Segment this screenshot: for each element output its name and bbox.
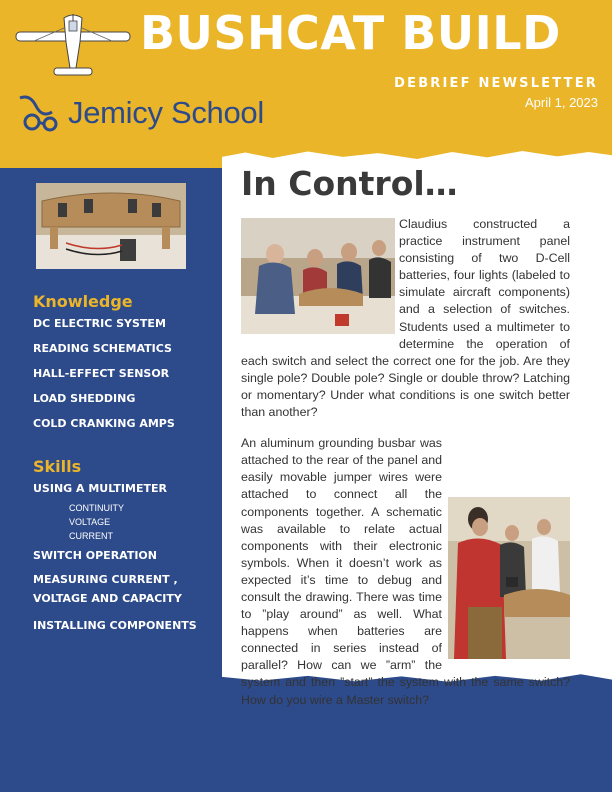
knowledge-item: COLD CRANKING AMPS (33, 417, 175, 430)
school-name: Jemicy School (68, 95, 264, 130)
knowledge-heading: Knowledge (33, 292, 133, 311)
students-wiring-photo (448, 497, 570, 659)
article-paragraph-1-text: Claudius constructed a practice instrument panel consisting of two D-Cell batteries, four lights (labeled to simulate aircraft components) and a selection of switches. Students used a multimeter to determine the operation of each switch and select the correct one for the job. Are they single pole? Double pole? Single or double throw? Latching or momentary? Under what conditions is one switch better than another? (241, 217, 570, 420)
newsletter-header (0, 0, 612, 168)
knowledge-item: LOAD SHEDDING (33, 392, 136, 405)
newsletter-subtitle: DEBRIEF NEWSLETTER (394, 76, 598, 91)
knowledge-item: HALL-EFFECT SENSOR (33, 367, 170, 380)
skill-subitem: VOLTAGE (69, 517, 111, 527)
skill-subitem: CURRENT (69, 531, 113, 541)
instrument-panel-photo (36, 183, 186, 269)
skills-heading: Skills (33, 457, 82, 476)
skill-item: INSTALLING COMPONENTS (33, 619, 197, 632)
article-heading: In Control… (241, 164, 458, 203)
school-logo-icon (16, 92, 64, 134)
skill-item: MEASURING CURRENT , VOLTAGE AND CAPACITY (33, 573, 182, 605)
skill-subitem: CONTINUITY (69, 503, 124, 513)
newsletter-title: BUSHCAT BUILD (140, 6, 561, 60)
article-paragraph-2 (241, 435, 570, 709)
article-paragraph-2-text: An aluminum grounding busbar was attached to the rear of the panel and easily movable jumper wires were attached to connect all the components together. A schematic was available to relate actual components with their electronic symbols. When it doesn’t work as expected it’s time to debug and consult the drawing. There was time to ”play around” as well. What happens when batteries are connected in series instead of parallel? How can we ”arm” the system and then ”start” the system with the same switch? How do you wire a Master switch? (241, 436, 570, 707)
skill-item: USING A MULTIMETER (33, 482, 167, 495)
knowledge-item: DC ELECTRIC SYSTEM (33, 317, 166, 330)
article-body (241, 216, 570, 718)
sidebar (33, 292, 213, 644)
article-paragraph-1 (241, 216, 570, 421)
issue-date: April 1, 2023 (525, 95, 598, 110)
airplane-icon (14, 12, 132, 84)
skill-item: SWITCH OPERATION (33, 549, 157, 562)
workshop-photo (241, 218, 395, 334)
knowledge-item: READING SCHEMATICS (33, 342, 172, 355)
